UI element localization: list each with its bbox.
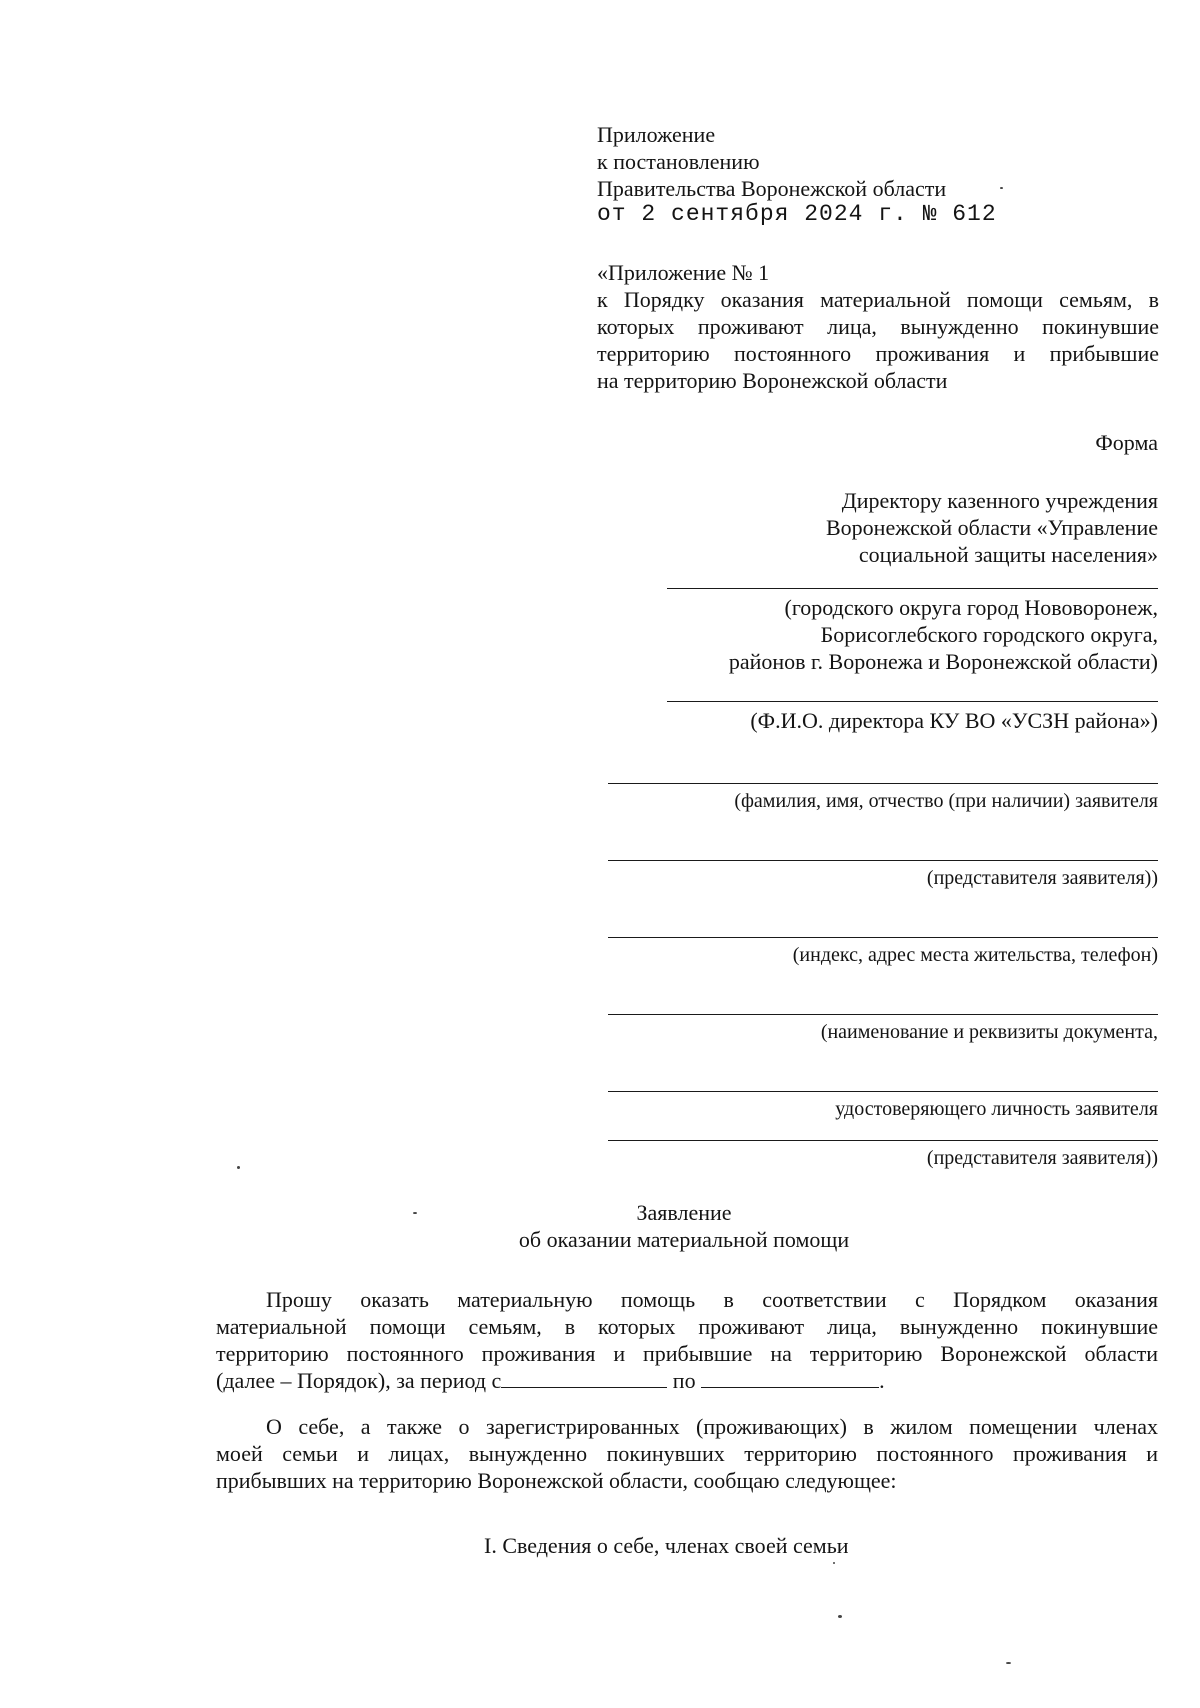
document-hint-2: удостоверяющего личность заявителя bbox=[835, 1098, 1158, 1120]
appendix-resolution-ref: к постановлению bbox=[597, 149, 760, 174]
paragraph-1-line-3: территорию постоянного проживания и прибывшие на территорию Воронежской области bbox=[216, 1341, 1158, 1366]
document-blank-line[interactable] bbox=[608, 1014, 1158, 1015]
paragraph-1-line-2: материальной помощи семьям, в которых проживают лица, вынужденно покинувшие bbox=[216, 1314, 1158, 1339]
paragraph-1-line-1: Прошу оказать материальную помощь в соответствии с Порядком оказания bbox=[266, 1287, 1158, 1312]
scan-speck bbox=[237, 1166, 240, 1169]
district-hint-1: (городского округа город Нововоронеж, bbox=[784, 595, 1158, 620]
appendix-1-label: «Приложение № 1 bbox=[597, 260, 770, 285]
resolution-date-number: от 2 сентября 2024 г. № 612 bbox=[597, 201, 997, 227]
director-hint: (Ф.И.О. директора КУ ВО «УСЗН района») bbox=[750, 708, 1158, 733]
appendix-1-line-4: территорию постоянного проживания и прибывшие bbox=[597, 341, 1159, 366]
statement-title: Заявление bbox=[636, 1200, 732, 1225]
appendix-1-line-3: которых проживают лица, вынужденно покинувшие bbox=[597, 314, 1159, 339]
paragraph-2-line-2: моей семьи и лицах, вынужденно покинувших территорию постоянного проживания и bbox=[216, 1441, 1158, 1466]
address-blank-line[interactable] bbox=[608, 937, 1158, 938]
statement-subtitle: об оказании материальной помощи bbox=[518, 1227, 850, 1252]
appendix-government: Правительства Воронежской области bbox=[597, 176, 947, 201]
paragraph-2-line-3: прибывших на территорию Воронежской области, сообщаю следующее: bbox=[216, 1468, 897, 1493]
scan-speck bbox=[1000, 187, 1003, 189]
scan-speck bbox=[838, 1615, 842, 1618]
district-blank-line[interactable] bbox=[667, 588, 1158, 589]
period-to-blank[interactable] bbox=[701, 1369, 879, 1388]
paragraph-1-line-4 bbox=[216, 1367, 885, 1394]
document-blank-line-2[interactable] bbox=[608, 1091, 1158, 1092]
representative-hint-2: (представителя заявителя)) bbox=[926, 1147, 1158, 1169]
director-blank-line[interactable] bbox=[667, 701, 1158, 702]
period-from-blank[interactable] bbox=[501, 1369, 667, 1388]
address-hint: (индекс, адрес места жительства, телефон) bbox=[792, 944, 1158, 966]
representative-hint-1: (представителя заявителя)) bbox=[926, 867, 1158, 889]
form-label: Форма bbox=[1095, 430, 1158, 455]
addressee-line-2: Воронежской области «Управление bbox=[826, 515, 1158, 540]
period-to-label: по bbox=[672, 1368, 696, 1393]
district-hint-3: районов г. Воронежа и Воронежской области) bbox=[728, 649, 1158, 674]
representative-blank-line[interactable] bbox=[608, 860, 1158, 861]
period-from-label: (далее – Порядок), за период с bbox=[216, 1368, 502, 1393]
period-end-dot: . bbox=[879, 1368, 885, 1393]
applicant-fio-hint: (фамилия, имя, отчество (при наличии) заявителя bbox=[734, 790, 1158, 812]
addressee-line-1: Директору казенного учреждения bbox=[841, 488, 1158, 513]
document-hint-1: (наименование и реквизиты документа, bbox=[820, 1021, 1158, 1043]
appendix-label: Приложение bbox=[597, 122, 716, 147]
addressee-line-3: социальной защиты населения» bbox=[858, 542, 1158, 567]
scan-speck bbox=[1006, 1662, 1011, 1664]
district-hint-2: Борисоглебского городского округа, bbox=[820, 622, 1158, 647]
applicant-fio-blank-line[interactable] bbox=[608, 783, 1158, 784]
appendix-1-line-2: к Порядку оказания материальной помощи семьям, в bbox=[597, 287, 1159, 312]
appendix-1-line-5: на территорию Воронежской области bbox=[597, 368, 948, 393]
paragraph-2-line-1: О себе, а также о зарегистрированных (проживающих) в жилом помещении членах bbox=[266, 1414, 1158, 1439]
section-1-heading: I. Сведения о себе, членах своей семьи bbox=[484, 1533, 849, 1558]
representative-doc-blank-line[interactable] bbox=[608, 1140, 1158, 1141]
scan-speck bbox=[833, 1562, 835, 1564]
